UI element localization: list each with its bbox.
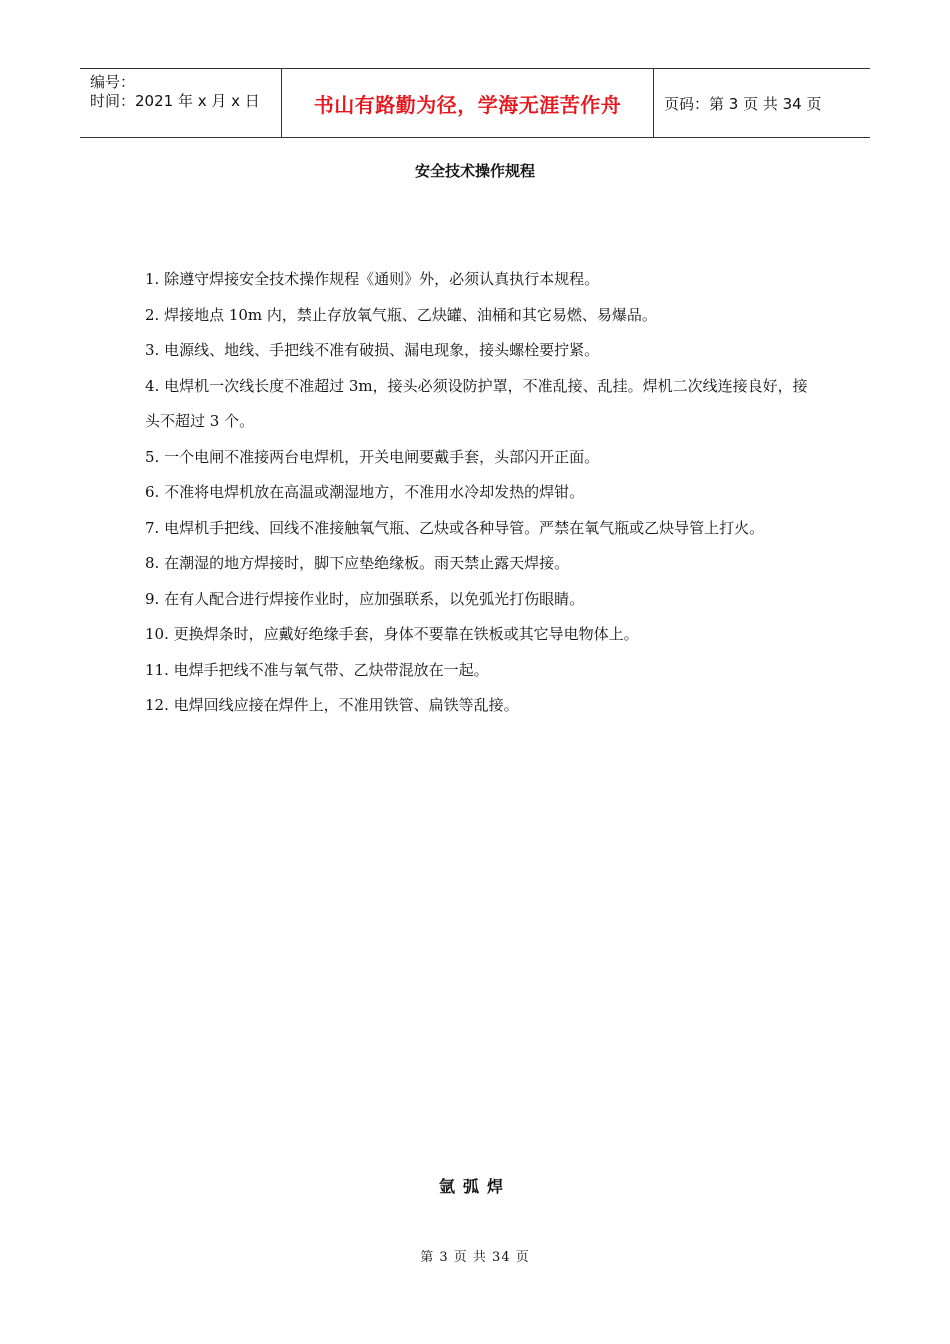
page-footer: 第 3 页 共 34 页 (420, 1250, 530, 1265)
header-motto: 书山有路勤为径，学海无涯苦作舟 (281, 69, 654, 137)
rule-item: 10. 更换焊条时，应戴好绝缘手套，身体不要靠在铁板或其它导电物体上。 (145, 625, 639, 643)
document-time-label: 时间：2021 年 x 月 x 日 (90, 92, 260, 110)
rule-item: 2. 焊接地点 10m 内，禁止存放氧气瓶、乙炔罐、油桶和其它易燃、易爆品。 (145, 305, 657, 324)
page-header (80, 68, 870, 138)
header-left-cell (80, 69, 281, 137)
section-title: 氩弧焊 (438, 1177, 511, 1196)
header-page-label: 页码：第 3 页 共 34 页 (664, 94, 822, 113)
rule-item: 3. 电源线、地线、手把线不准有破损、漏电现象，接头螺栓要拧紧。 (145, 341, 600, 359)
rule-item: 11. 电焊手把线不准与氧气带、乙炔带混放在一起。 (145, 660, 489, 679)
rule-item: 9. 在有人配合进行焊接作业时，应加强联系，以免弧光打伤眼睛。 (145, 589, 585, 608)
rule-item: 12. 电焊回线应接在焊件上，不准用铁管、扁铁等乱接。 (145, 696, 519, 714)
rules-list (145, 262, 810, 724)
document-title: 安全技术操作规程 (414, 162, 535, 180)
document-number-label: 编号： (90, 73, 136, 91)
rule-item: 1. 除遵守焊接安全技术操作规程《通则》外，必须认真执行本规程。 (145, 270, 600, 288)
rule-item: 7. 电焊机手把线、回线不准接触氧气瓶、乙炔或各种导管。严禁在氧气瓶或乙炔导管上打火。 (145, 518, 765, 537)
rule-item: 4. 电焊机一次线长度不准超过 3m，接头必须设防护罩，不准乱接、乱挂。焊机二次线连接良好，接头不超过 3 个。 (145, 376, 808, 430)
rule-item: 6. 不准将电焊机放在高温或潮湿地方，不准用水冷却发热的焊钳。 (145, 483, 585, 501)
rule-item: 8. 在潮湿的地方焊接时，脚下应垫绝缘板。雨天禁止露天焊接。 (145, 554, 570, 572)
rule-item: 5. 一个电闸不准接两台电焊机，开关电闸要戴手套，头部闪开正面。 (145, 447, 600, 466)
